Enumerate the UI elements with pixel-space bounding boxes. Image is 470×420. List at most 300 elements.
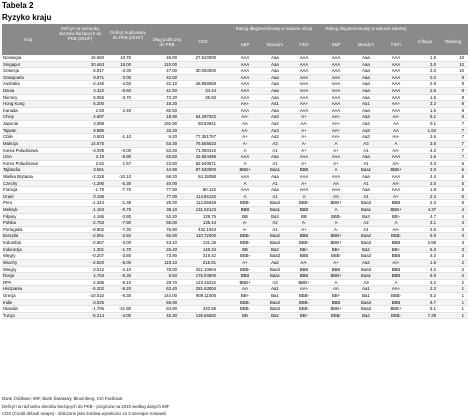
cell-public-debt: 82.50 <box>166 107 177 113</box>
cell-moodys-local: Ba2 <box>362 246 370 252</box>
cell-fitch-foreign: AAA <box>299 61 309 67</box>
cell-budget-deficit: -9.30 <box>121 292 131 298</box>
table-row <box>2 114 468 121</box>
cell-country: Meksyk <box>3 207 18 213</box>
cell-public-debt: 73.20 <box>166 94 177 100</box>
cell-current-account: 5.917 <box>93 68 104 74</box>
cell-fitch-local: BBB <box>391 200 401 206</box>
cell-moodys-local: Aaa <box>362 68 370 74</box>
cell-sp-foreign: AA <box>242 286 248 292</box>
cell-fitch-local: AAA <box>391 173 401 179</box>
cell-public-debt: 6.20 <box>168 134 177 140</box>
cell-country: Chile <box>3 134 13 140</box>
cell-inflation: 1.8 <box>430 187 436 193</box>
cell-fitch-local: AA+ <box>391 101 401 107</box>
cell-moodys-foreign: A1 <box>272 226 278 232</box>
cell-inflation: 4.2 <box>430 266 436 272</box>
cell-current-account: 4.195 <box>93 213 104 219</box>
table-row <box>2 62 468 69</box>
table-row <box>2 273 468 280</box>
cell-sp-foreign: BBB+ <box>239 167 251 173</box>
cell-inflation: 1.9 <box>430 55 436 60</box>
cell-moodys-foreign: Baa1 <box>269 273 281 279</box>
cell-cds: 432.1943 <box>198 226 216 232</box>
cell-fitch-local: A+ <box>393 193 399 199</box>
cell-public-debt: 42.00 <box>166 74 177 80</box>
cell-ranking: 10 <box>459 68 464 74</box>
cell-public-debt: 47.00 <box>166 68 177 74</box>
cell-current-account: 3.088 <box>93 121 104 127</box>
cell-inflation: 3.1 <box>430 220 436 226</box>
cell-cds: 319.42 <box>202 253 216 259</box>
cell-sp-foreign: AA- <box>241 114 249 120</box>
cell-sp-local: AA <box>333 180 339 186</box>
cell-fitch-local: BBB+ <box>390 207 402 213</box>
cell-budget-deficit: -5.30 <box>121 180 131 186</box>
cell-moodys-local: A1 <box>363 226 369 232</box>
table-row <box>2 128 468 135</box>
cell-fitch-local: A <box>394 140 398 146</box>
cell-fitch-local: AA- <box>392 226 400 232</box>
cell-sp-local: AA+ <box>331 121 341 127</box>
cell-public-debt: 22.10 <box>166 81 177 87</box>
table-row <box>2 68 468 75</box>
cell-sp-foreign: AAA <box>240 94 250 100</box>
cell-inflation: 2.4 <box>430 193 436 199</box>
cell-sp-local: BBB+ <box>330 200 342 206</box>
table-row <box>2 108 468 115</box>
cell-cds: 80.122 <box>202 187 216 193</box>
cell-ranking: 5 <box>461 180 464 186</box>
cell-budget-deficit: -1.10 <box>121 134 131 140</box>
cell-sp-foreign: AAA <box>240 55 250 60</box>
cell-current-account: -5.202 <box>91 286 104 292</box>
cell-sp-foreign: AAA <box>240 81 250 87</box>
table-header <box>2 24 468 55</box>
cell-sp-foreign: A- <box>242 226 248 232</box>
cell-inflation: 0.1 <box>430 121 436 127</box>
cell-public-debt: 29.70 <box>166 279 177 285</box>
cell-fitch-foreign: BB+ <box>299 312 309 318</box>
cell-cds: 281.63004 <box>195 286 216 292</box>
cell-sp-foreign: A <box>243 193 247 199</box>
cell-moodys-foreign: Aa3 <box>271 127 279 133</box>
cell-fitch-local: BBB+ <box>390 167 402 173</box>
cell-inflation: 6.3 <box>430 246 436 252</box>
cell-moodys-local: Baa1 <box>360 207 372 213</box>
cell-fitch-local: BB+ <box>391 213 401 219</box>
cell-sp-foreign: BB <box>242 213 248 219</box>
cell-fitch-foreign: BBB <box>299 233 309 239</box>
cell-fitch-local: AAA <box>391 55 401 60</box>
cell-current-account: 4.704 <box>93 273 104 279</box>
cell-sp-local: A <box>334 279 338 285</box>
table-row <box>2 306 468 313</box>
cell-public-debt: 43.10 <box>166 240 177 246</box>
cell-fitch-local: AAA <box>391 154 401 160</box>
cell-public-debt: 84.90 <box>166 306 177 312</box>
cell-moodys-local: Aaa <box>362 81 370 87</box>
cell-cds: 321.10904 <box>195 266 216 272</box>
cell-moodys-foreign: Aa2 <box>271 121 279 127</box>
cell-fitch-local: BBB- <box>390 292 402 298</box>
cell-public-debt: 49.00 <box>166 55 177 60</box>
cell-public-debt: 25.00 <box>166 200 177 206</box>
cell-ranking: 7 <box>461 140 464 146</box>
cell-ranking: 7 <box>461 121 464 127</box>
cell-moodys-foreign: Aa3 <box>271 114 279 120</box>
cell-inflation: 5.2 <box>430 292 436 298</box>
header-rating-lokalna: Rating długoterminowy w walucie lokalnej <box>325 26 407 31</box>
cell-inflation: 2.0 <box>430 180 436 186</box>
cell-budget-deficit: -1.35 <box>121 200 131 206</box>
cell-public-debt: 60.80 <box>166 233 177 239</box>
cell-sp-local: AA+ <box>331 127 341 133</box>
cell-fitch-local: BBB- <box>390 312 402 318</box>
cell-moodys-foreign: A1 <box>272 160 278 166</box>
cell-sp-local: A+ <box>333 147 339 153</box>
cell-moodys-local: Aa1 <box>362 101 370 107</box>
table-row <box>2 293 468 300</box>
cell-ranking: 3 <box>461 226 464 232</box>
cell-country: Wiochy <box>3 259 18 265</box>
cell-public-debt: 18.20 <box>166 101 177 107</box>
table-row <box>2 148 468 155</box>
cell-moodys-local: Ba3 <box>362 213 370 219</box>
cell-country: Wielka Brytania <box>3 173 33 179</box>
cell-public-debt: 110.00 <box>164 61 177 67</box>
cell-ranking: 4 <box>461 213 464 219</box>
cell-fitch-local: AAA <box>391 88 401 94</box>
cell-moodys-local: Baa1 <box>360 167 372 173</box>
cell-moodys-foreign: Baa3 <box>269 253 281 259</box>
cell-moodys-foreign: Aaa <box>271 61 279 67</box>
cell-budget-deficit: -4.50 <box>121 81 131 87</box>
cell-inflation: 3.2 <box>430 279 436 285</box>
cell-sp-local: AAA <box>331 94 341 100</box>
cell-cds: 175.04900 <box>195 273 216 279</box>
cell-fitch-foreign: A+ <box>301 147 307 153</box>
cell-ranking: 7 <box>461 134 464 140</box>
cell-country: Norwegia <box>3 55 22 60</box>
cell-current-account: 0.512 <box>93 266 104 272</box>
header-deficyt-rachunek: Deficyt na rachunku obrotów bieżących do PKB (2010*) <box>58 26 102 41</box>
cell-cds: 34.44 <box>205 88 216 94</box>
cell-budget-deficit: -7.70 <box>121 187 131 193</box>
cell-ranking: 2 <box>461 273 464 279</box>
cell-sp-foreign: AA+ <box>240 101 250 107</box>
cell-fitch-local: BBB- <box>390 233 402 239</box>
cell-budget-deficit: -4.00 <box>121 312 131 318</box>
cell-moodys-local: Baa1 <box>360 273 372 279</box>
cell-moodys-foreign: Baa1 <box>269 167 281 173</box>
cell-ranking: 1 <box>461 312 464 318</box>
cell-public-debt: 63.40 <box>166 286 177 292</box>
table-row <box>2 134 468 141</box>
cell-country: Korea Południowa <box>3 160 38 166</box>
cell-sp-local: BBB+ <box>330 273 342 279</box>
cell-moodys-foreign: Aa1 <box>271 286 279 292</box>
cell-cds: 129.75 <box>202 213 216 219</box>
cell-sp-foreign: A+ <box>242 134 248 140</box>
cell-inflation: 0.2 <box>430 74 436 80</box>
cell-budget-deficit: -3.00 <box>121 240 131 246</box>
cell-moodys-local: Aa3 <box>362 127 370 133</box>
cell-cds: 110.72000 <box>196 233 216 239</box>
cell-fitch-local: AA- <box>392 114 400 120</box>
cell-country: Kanada <box>3 107 18 113</box>
cell-moodys-local: Baa3 <box>360 253 372 259</box>
cell-fitch-foreign: BBB <box>299 273 309 279</box>
cell-country: Dania <box>3 88 15 94</box>
cell-moodys-local: Aaa <box>362 88 370 94</box>
cell-sp-foreign: AAA <box>240 68 250 74</box>
cell-inflation: 2.5 <box>430 88 436 94</box>
cell-budget-deficit: -0.00 <box>121 147 131 153</box>
cell-moodys-foreign: Aaa <box>271 55 279 60</box>
cell-fitch-foreign: AAA <box>299 187 309 193</box>
cell-sp-local: BB+ <box>331 246 341 252</box>
header-fitch-lokalna: Fitch <box>391 42 401 47</box>
cell-fitch-foreign: BB+ <box>299 246 309 252</box>
cell-country: Portugalia <box>3 226 23 232</box>
cell-cds: 215.61 <box>202 259 216 265</box>
cell-moodys-local: Aaa <box>362 55 370 60</box>
cell-current-account: -2.557 <box>91 240 104 246</box>
cell-fitch-foreign: AAA <box>299 173 309 179</box>
footer-source: Dane źródłowe: IMF, Bank Światowy, Bloomberg, CIA Factbook <box>2 396 123 401</box>
cell-moodys-local: Ba1 <box>362 292 370 298</box>
table-row <box>2 194 468 201</box>
cell-inflation: 3.2 <box>430 101 436 107</box>
cell-moodys-local: Aaa <box>362 187 370 193</box>
cell-current-account: 4.697 <box>93 114 104 120</box>
cell-sp-local: AAA <box>331 68 341 74</box>
cell-budget-deficit: -31.90 <box>118 306 131 312</box>
cell-budget-deficit: -1.70 <box>121 246 131 252</box>
cell-cds: 75.555633 <box>195 140 216 146</box>
cell-current-account: 20.463 <box>90 61 104 67</box>
cell-cds: 82.640571 <box>195 160 216 166</box>
cell-budget-deficit: -2.50 <box>121 233 131 239</box>
cell-fitch-local: BBB <box>391 253 401 259</box>
cell-ranking: 5 <box>461 200 464 206</box>
cell-cds: 64.297022 <box>195 114 216 120</box>
cell-moodys-foreign: A2 <box>272 220 278 226</box>
table-row <box>2 174 468 181</box>
cell-moodys-foreign: Ba2 <box>271 246 279 252</box>
cell-sp-foreign: AAA <box>240 88 250 94</box>
cell-public-debt: 53.30 <box>166 140 177 146</box>
cell-budget-deficit: 1.57 <box>122 160 131 166</box>
cell-fitch-local: BBB <box>391 266 401 272</box>
cell-fitch-foreign: AAA <box>299 154 309 160</box>
table-row <box>2 253 468 260</box>
cell-sp-local: A- <box>333 226 339 232</box>
cell-cds: 135.44 <box>202 220 216 226</box>
cell-cds: 135.66682 <box>195 312 216 318</box>
cell-budget-deficit: 2.40 <box>122 107 131 113</box>
cell-public-debt: 73.90 <box>166 253 177 259</box>
table-row <box>2 233 468 240</box>
cell-fitch-local: AAA <box>391 68 401 74</box>
cell-fitch-foreign: A+ <box>301 127 307 133</box>
cell-country: Tajwan <box>3 127 17 133</box>
cell-moodys-local: Aaa <box>362 74 370 80</box>
cell-budget-deficit: -6.10 <box>121 279 131 285</box>
cell-fitch-foreign: AAA <box>299 68 309 74</box>
cell-ranking: 1 <box>461 299 464 305</box>
table-row <box>2 200 468 207</box>
cell-sp-foreign: BB+ <box>240 292 250 298</box>
cell-inflation: 4.7 <box>430 213 436 219</box>
cell-current-account: 3.422 <box>93 88 104 94</box>
cell-sp-foreign: BBB+ <box>239 279 251 285</box>
cell-country: Rosja <box>3 273 14 279</box>
cell-inflation: 4.0 <box>430 253 436 259</box>
cell-country: Hiszpania <box>3 286 22 292</box>
cell-current-account: -2.920 <box>91 259 104 265</box>
cell-current-account: -2.793 <box>91 220 104 226</box>
cell-country: Czechy <box>3 180 18 186</box>
cell-moodys-local: A3 <box>363 140 369 146</box>
cell-current-account: 1.301 <box>93 246 104 252</box>
cell-fitch-local: BBB <box>391 240 401 246</box>
cell-ranking: 2 <box>461 259 464 265</box>
cell-public-debt: 23.60 <box>166 160 177 166</box>
cell-fitch-local: AA- <box>392 160 400 166</box>
cell-fitch-foreign: AAA <box>299 55 309 60</box>
cell-fitch-foreign: AAA <box>299 94 309 100</box>
cell-moodys-foreign: Aaa <box>271 187 279 193</box>
cell-cds: 27.610000 <box>195 55 216 60</box>
cell-current-account: -2.228 <box>91 173 104 179</box>
cell-sp-local: AA+ <box>331 134 341 140</box>
table-row <box>2 214 468 221</box>
cell-country: Tajlandia <box>3 167 20 173</box>
header-moodys-obca: Moody's <box>266 42 284 47</box>
cell-sp-local: AAA <box>331 81 341 87</box>
cell-inflation: 4.37 <box>427 207 436 213</box>
cell-current-account: 2.83 <box>95 107 104 113</box>
cell-fitch-foreign: AA- <box>300 259 308 265</box>
cell-country: Japonia <box>3 121 19 127</box>
table-row <box>2 187 468 194</box>
cell-sp-foreign: A <box>243 160 247 166</box>
header-sp-lokalna: S&P <box>331 42 341 47</box>
cell-sp-foreign: BB <box>242 246 248 252</box>
header-kraj: Kraj <box>24 37 32 42</box>
cell-moodys-foreign: Aaa <box>271 94 279 100</box>
cell-moodys-foreign: A3 <box>272 279 278 285</box>
cell-inflation: 2.8 <box>430 81 436 87</box>
cell-public-debt: 55.00 <box>166 220 177 226</box>
cell-fitch-local: AA- <box>392 147 400 153</box>
cell-moodys-local: Aa2 <box>362 259 370 265</box>
cell-fitch-local: AAA <box>391 94 401 100</box>
cell-current-account: 9.671 <box>93 74 104 80</box>
cell-inflation: 3.0 <box>430 167 436 173</box>
cell-sp-local: A <box>334 220 338 226</box>
cell-sp-local: BBB+ <box>330 306 342 312</box>
cell-fitch-local: AAA <box>391 74 401 80</box>
cell-sp-local: A+ <box>333 259 339 265</box>
cell-cds: 60.53641 <box>198 121 216 127</box>
cell-cds: 46.856558 <box>195 81 216 87</box>
cell-country: Singapur <box>3 61 21 67</box>
cell-ranking: 8 <box>461 114 464 120</box>
table-row <box>2 55 468 62</box>
cell-fitch-foreign: A+ <box>301 180 307 186</box>
cell-ranking: 3 <box>461 253 464 259</box>
cell-moodys-foreign: Ba2 <box>271 312 279 318</box>
cell-public-debt: 77.00 <box>166 193 177 199</box>
cell-country: Chiny <box>3 114 14 120</box>
cell-country: Korea Południowa <box>3 147 38 153</box>
cell-fitch-local: AA- <box>392 259 400 265</box>
table-row <box>2 161 468 168</box>
cell-sp-local: AAA <box>331 74 341 80</box>
cell-country: Brazylia <box>3 233 19 239</box>
cell-inflation: 1.53 <box>427 127 436 133</box>
cell-public-debt: 53.20 <box>166 213 177 219</box>
cell-moodys-foreign: A1 <box>272 193 278 199</box>
table-row <box>2 280 468 287</box>
cell-ranking: 7 <box>461 147 464 153</box>
cell-current-account: -1.290 <box>91 180 104 186</box>
cell-cds: 123.15222 <box>195 279 216 285</box>
cell-fitch-local: AA+ <box>391 286 401 292</box>
cell-country: Wiegry <box>3 266 17 272</box>
cell-moodys-foreign: Baa3 <box>269 240 281 246</box>
cell-ranking: 2 <box>461 279 464 285</box>
cell-moodys-foreign: Baa3 <box>269 299 281 305</box>
cell-sp-local: A <box>334 140 338 146</box>
cell-cds: 909.11005 <box>196 292 216 298</box>
cell-sp-local: BBB <box>331 299 341 305</box>
cell-fitch-foreign: A- <box>301 220 307 226</box>
cell-moodys-foreign: A1 <box>272 147 278 153</box>
cell-budget-deficit: 18.00 <box>120 61 131 67</box>
cell-inflation: 2.6 <box>430 134 436 140</box>
cell-public-debt: 76.80 <box>166 226 177 232</box>
cell-moodys-foreign: Baa3 <box>269 306 281 312</box>
cell-public-debt: 46.30 <box>166 312 177 318</box>
cell-ranking: 7 <box>461 127 464 133</box>
cell-moodys-local: Aa2 <box>362 121 370 127</box>
cell-sp-local: AAA <box>331 61 341 67</box>
header-dlug: Dług publiczny do PKB <box>152 37 182 47</box>
table-title: Ryzyko kraju <box>2 13 52 22</box>
cell-country: Hong Kong <box>3 101 25 107</box>
cell-sp-foreign: BBB- <box>239 306 251 312</box>
cell-public-debt: 55.90 <box>166 299 177 305</box>
cell-sp-foreign: BBB <box>240 273 250 279</box>
cell-sp-foreign: BBB- <box>239 253 251 259</box>
cell-inflation: 3.0 <box>430 61 436 67</box>
cell-inflation: 2.5 <box>430 226 436 232</box>
cell-sp-foreign: BBB- <box>239 233 251 239</box>
cell-sp-foreign: A <box>243 147 247 153</box>
cell-moodys-local: Baa2 <box>360 233 372 239</box>
cell-sp-foreign: A- <box>242 220 248 226</box>
table-row <box>2 313 468 320</box>
cell-fitch-foreign: BBB- <box>298 306 310 312</box>
cell-current-account: -0.207 <box>91 253 104 259</box>
cell-current-account: -3.095 <box>91 147 104 153</box>
cell-current-account: 3.551 <box>93 167 104 173</box>
cell-current-account: -3.026 <box>91 299 104 305</box>
